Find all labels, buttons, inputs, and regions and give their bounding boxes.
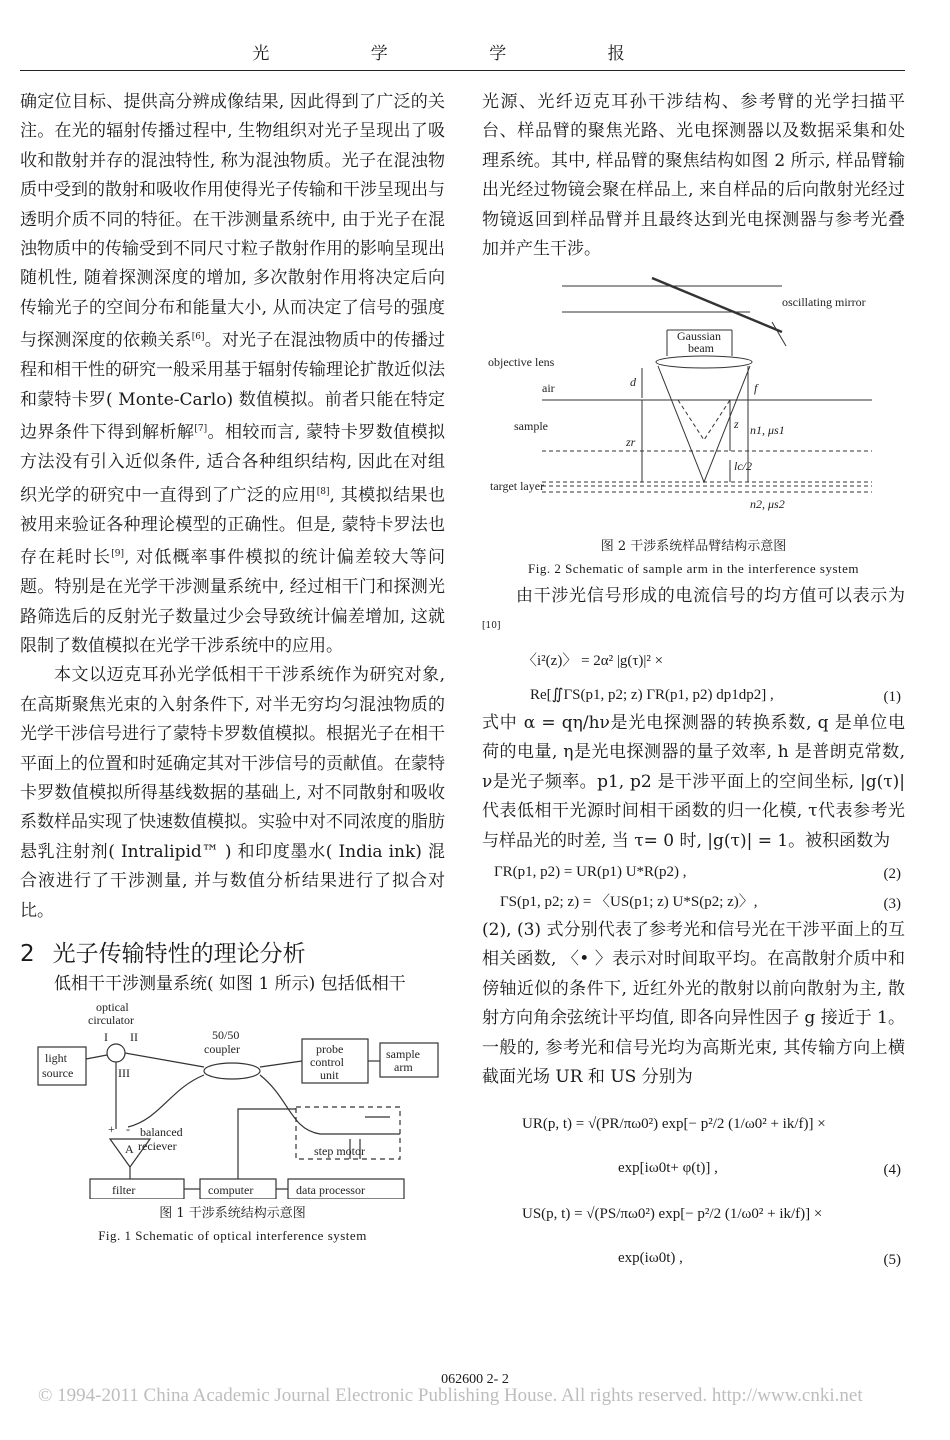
objective-lens: [656, 356, 752, 368]
fig1-label: control: [310, 1055, 344, 1070]
right-paragraph-3: 式中 α = qη/hν是光电探测器的转换系数, q 是单位电荷的电量, η是光电探测器的量子效率, h 是普朗克常数, ν是光子频率。p1, p2 是干涉平面上的空间坐标, |g(τ)| 代表低相干光源时间相干函数的归一化模, τ代表参考光与样品光的时差, 当 τ= 0 时, |g(τ)| = 1。被积函数为: [482, 712, 905, 851]
equation-number: (3): [883, 895, 901, 912]
fig1-label: circulator: [88, 1013, 134, 1028]
fig2-label: n2, μs2: [750, 497, 785, 512]
left-column: [20, 88, 445, 1247]
left-paragraph-2: 本文以迈克耳孙光学低相干干涉系统作为研究对象, 在高斯聚焦光束的入射条件下, 对半无穷均匀混浊物质的光学干涉信号进行了蒙特卡罗数值模拟。根据光子在相干平面上的位置和时延确定其对干涉信号的贡献值。在蒙特卡罗数值模拟所得基线数据的基础上, 对不同散射和吸收系数样品实现了快速数值模拟。实验中对不同浓度的脂肪悬乳注射剂( Intralipid™ ) 和印度墨水( India ink) 混合液进行了干涉测量, 并与数值分析结果进行了拟合对比。: [20, 665, 445, 921]
figure-1-caption-cn: 图 1 干涉系统结构示意图: [159, 1206, 306, 1222]
citation-ref[interactable]: [9]: [111, 549, 124, 560]
equation-number: (2): [883, 865, 901, 882]
equation-number: (4): [883, 1162, 901, 1179]
figure-1-caption-en: Fig. 1 Schematic of optical interference system: [98, 1228, 367, 1244]
equation-text: ΓS(p1, p2; z) = 〈US(p1; z) U*S(p2; z)〉,: [500, 893, 758, 910]
fig2-label: air: [542, 381, 555, 396]
equation-text: 〈i²(z)〉 = 2α² |g(τ)|² ×: [522, 652, 664, 669]
section-title: 光子传输特性的理论分析: [52, 941, 306, 967]
text-span: 由干涉光信号形成的电流信号的均方值可以表示为: [516, 586, 905, 607]
equation-text: US(p, t) = √(PS/πω0²) exp[− p²/2 (1/ω0² + ik/f)] ×: [522, 1206, 823, 1223]
page-number: 062600 2- 2: [441, 1372, 509, 1387]
fig1-label: coupler: [204, 1042, 240, 1057]
equation-text: exp(iω0t) ,: [618, 1250, 683, 1267]
fig1-label: sample: [386, 1047, 420, 1062]
fig2-label: beam: [688, 341, 714, 356]
equation-number: (5): [883, 1252, 901, 1269]
equation-4b: [482, 1152, 905, 1182]
fig1-label: filter: [112, 1183, 136, 1198]
equation-text: UR(p, t) = √(PR/πω0²) exp[− p²/2 (1/ω0² + ik/f)] ×: [522, 1116, 826, 1133]
fig2-label: f: [754, 381, 758, 396]
right-paragraph-1: 光源、光纤迈克耳孙干涉结构、参考臂的光学扫描平台、样品臂的聚焦光路、光电探测器以及数据采集和处理系统。其中, 样品臂的聚焦结构如图 2 所示, 样品臂输出光经过物镜会聚在样品上, 来自样品的后向散射光经过物镜返回到样品臂并且最终达到光电探测器与参考光叠加并产生干涉。: [482, 92, 905, 260]
text-span: 。相较而言, 蒙特卡罗数值模拟方法没有引入近似条件, 适合各种组织结构, 因此在对组织光学的研究中一直得到了广泛的应用: [20, 422, 446, 506]
fig1-label: source: [42, 1066, 74, 1081]
fig1-label: step motor: [314, 1144, 365, 1159]
figure-2-caption-en: Fig. 2 Schematic of sample arm in the interference system: [527, 561, 860, 577]
fig1-label: II: [130, 1030, 138, 1045]
equation-5a: [482, 1182, 905, 1242]
citation-ref[interactable]: [8]: [316, 486, 330, 497]
equation-5b: [482, 1242, 905, 1272]
equation-2: [482, 856, 905, 886]
figure-1-diagram: [20, 999, 445, 1199]
left-paragraph-1: [20, 88, 445, 661]
section-number: 2: [20, 941, 35, 967]
copyright-watermark: © 1994-2011 China Academic Journal Electronic Publishing House. All rights reserved. http://www.cnki.net: [38, 1385, 863, 1406]
fig2-label: objective lens: [488, 355, 555, 370]
citation-ref[interactable]: [6]: [191, 332, 205, 343]
fig1-label: data processor: [296, 1183, 365, 1198]
citation-ref[interactable]: [10]: [482, 620, 501, 631]
coupler-symbol: [204, 1063, 260, 1079]
left-paragraph-3: 低相干干涉测量系统( 如图 1 所示) 包括低相干: [54, 974, 406, 995]
equation-text: exp[iω0t+ φ(t)] ,: [618, 1160, 718, 1177]
fig2-label: zr: [626, 435, 636, 450]
fig1-label: arm: [394, 1060, 413, 1075]
fig1-label: III: [118, 1066, 130, 1081]
equation-text: Re[∬ΓS(p1, p2; z) ΓR(p1, p2) dp1dp2] ,: [530, 686, 774, 703]
figure-2-caption-cn: 图 2 干涉系统样品臂结构示意图: [600, 539, 787, 555]
fig1-label: probe: [316, 1042, 344, 1057]
fig1-label: +: [108, 1122, 115, 1137]
right-column: [482, 88, 905, 1272]
running-header: [20, 40, 905, 71]
equation-1b: [482, 675, 905, 709]
fig2-label: target layer: [490, 479, 545, 494]
fig1-label: light: [45, 1051, 68, 1066]
text-span: 。对光子在混浊物质中的传播过程和相干性的研究一般采用基于辐射传输理论扩散近似法和蒙特卡罗( Monte-Carlo) 数值模拟。前者只能在特定边界条件下得到解析解: [20, 330, 446, 443]
fig1-label: reciever: [138, 1139, 177, 1154]
equation-number: (1): [883, 688, 901, 705]
journal-title: 光 学 学 报: [252, 44, 673, 64]
text-span: , 对低概率事件模拟的统计偏差较大等问题。特别是在光学干涉测量系统中, 经过相干门和探测光路筛选后的反射光子数量过少会导致统计偏差增加, 这就限制了数值模拟在光学干涉系统中的应用。: [20, 547, 446, 656]
fig1-label: balanced: [140, 1125, 183, 1140]
fig1-label: computer: [208, 1183, 254, 1198]
circulator-symbol: [107, 1044, 125, 1062]
fig1-label: -: [126, 1122, 130, 1137]
section-heading: [20, 940, 445, 969]
equation-text: ΓR(p1, p2) = UR(p1) U*R(p2) ,: [494, 863, 687, 880]
fig1-label: I: [104, 1030, 108, 1045]
equation-1a: [482, 645, 905, 675]
fig2-label: sample: [514, 419, 548, 434]
fig2-label: Gaussian: [677, 329, 721, 344]
fig2-label: lc/2: [734, 459, 752, 474]
fig2-label: d: [630, 375, 636, 390]
right-paragraph-2: [482, 582, 905, 644]
equation-3: [482, 886, 905, 916]
text-span: , 其模拟结果也被用来验证各种理论模型的正确性。但是, 蒙特卡罗法也存在耗时长: [20, 485, 445, 568]
equation-4a: [482, 1092, 905, 1152]
right-paragraph-4: (2), (3) 式分别代表了参考光和信号光在干涉平面上的互相关函数, 〈• 〉表示对时间取平均。在高散射介质中和傍轴近似的条件下, 近红外光的散射以前向散射为主, 散射方向角余弦统计平均值, 即各向异性因子 g 接近于 1。一般的, 参考光和信号光均为高斯光束, 其传输方向上横截面光场 UR 和 US 分别为: [482, 919, 905, 1087]
filter-box: [90, 1179, 184, 1199]
text-span: 确定位目标、提供高分辨成像结果, 因此得到了广泛的关注。在光的辐射传播过程中, 生物组织对光子呈现出了吸收和散射并存的混浊特性, 称为混浊物质。光子在混浊物质中受到的散射和吸收作用使得光子传输和干涉呈现出与透明介质不同的特征。在干涉测量系统中, 由于光子在混浊物质中的传输受到不同尺寸粒子散射作用的影响呈现出随机性, 随着探测深度的增加, 多次散射作用将决定后向传输光子的空间分布和能量大小, 从而决定了信号的强度与探测深度的依赖关系: [20, 92, 445, 351]
citation-ref[interactable]: [7]: [194, 424, 208, 435]
fig2-label: z: [734, 417, 739, 432]
figure-2-diagram: [482, 270, 905, 532]
fig1-label: 50/50: [212, 1028, 240, 1043]
fig1-label: optical: [96, 1000, 129, 1015]
fig1-label: A: [125, 1142, 134, 1157]
fig2-label: n1, μs1: [750, 423, 785, 438]
fig2-label: oscillating mirror: [782, 295, 866, 310]
fig1-label: unit: [320, 1068, 339, 1083]
